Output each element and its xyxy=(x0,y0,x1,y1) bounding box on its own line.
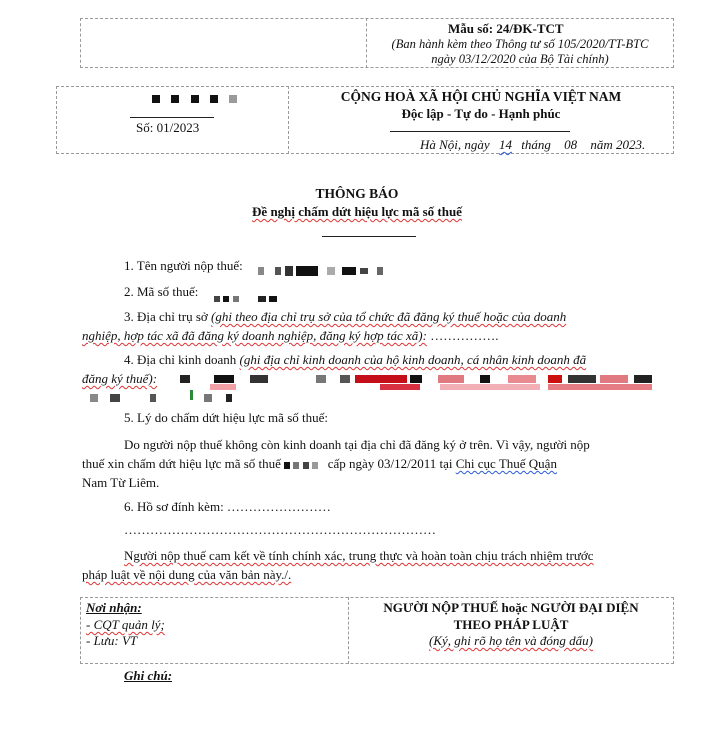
doc-number: Số: 01/2023 xyxy=(136,120,200,135)
org-underline xyxy=(130,117,214,118)
item-3-dots: ……………. xyxy=(430,328,499,343)
recipients-label: Nơi nhận: xyxy=(86,600,142,615)
form-issued-line1: (Ban hành kèm theo Thông tư số 105/2020/TT-BTC xyxy=(391,37,649,51)
org-name-redacted xyxy=(152,90,237,106)
reason-tax-code-redacted xyxy=(284,456,321,471)
item-4-label: 4. Địa chỉ kinh doanh xyxy=(124,352,237,367)
item-6-label: 6. Hồ sơ đính kèm: …………………… xyxy=(124,499,331,514)
reason-line-b3: Chi cục Thuế Quận xyxy=(455,456,557,471)
item-4-note-b: đăng ký thuế): xyxy=(82,371,158,386)
reason-line-b1: thuế xin chấm dứt hiệu lực mã số thuế xyxy=(82,456,281,471)
item-3-label: 3. Địa chỉ trụ sở xyxy=(124,309,208,324)
item-3-note-b: nghiệp, hợp tác xã đã đăng ký doanh nghiệp, đăng ký hợp tác xã): xyxy=(82,328,427,343)
republic-title: CỘNG HOÀ XÃ HỘI CHỦ NGHĨA VIỆT NAM xyxy=(340,89,622,104)
notes-label: Ghi chú: xyxy=(124,668,173,683)
reason-paragraph xyxy=(82,435,656,492)
signer-title-a: NGƯỜI NỘP THUẾ hoặc NGƯỜI ĐẠI DIỆN xyxy=(383,600,639,615)
form-code: Mẫu số: 24/ĐK-TCT xyxy=(448,21,564,36)
reason-line-c: Nam Từ Liêm. xyxy=(82,475,160,490)
motto: Độc lập - Tự do - Hạnh phúc xyxy=(401,106,561,121)
date-day: 14 xyxy=(498,137,512,152)
date-month: 08 xyxy=(564,137,578,152)
item-1-label: 1. Tên người nộp thuế: xyxy=(124,258,243,273)
doc-subtitle: Đề nghị chấm dứt hiệu lực mã số thuế xyxy=(252,204,462,219)
form-issued-line2: ngày 03/12/2020 của Bộ Tài chính) xyxy=(431,52,609,66)
commitment-paragraph xyxy=(82,546,656,584)
recipient-1: - CQT quản lý; xyxy=(86,617,165,632)
place-date xyxy=(420,137,645,153)
item-2-label: 2. Mã số thuế: xyxy=(124,284,199,299)
signer-title-b: THEO PHÁP LUẬT xyxy=(453,617,569,632)
signer-note: (Ký, ghi rõ họ tên và đóng dấu) xyxy=(429,633,593,648)
doc-title: THÔNG BÁO xyxy=(315,186,399,201)
item-4-note-a: (ghi địa chỉ kinh doanh của hộ kinh doanh, cá nhân kinh doanh đã xyxy=(239,352,587,367)
date-month-label: tháng xyxy=(521,137,551,152)
taxpayer-name-redacted xyxy=(258,262,383,278)
item-3-note-a: (ghi theo địa chỉ trụ sở của tổ chức đã đăng ký thuế hoặc của doanh xyxy=(211,309,567,324)
item-3 xyxy=(82,307,656,345)
reason-line-b2: cấp ngày 03/12/2011 tại xyxy=(327,456,453,471)
date-year: năm 2023. xyxy=(590,137,646,152)
commitment-line-a: Người nộp thuế cam kết về tính chính xác, trung thực và hoàn toàn chịu trách nhiệm trước xyxy=(124,548,594,563)
recipient-2: - Lưu: VT xyxy=(86,633,138,648)
tax-code-redacted xyxy=(214,290,277,306)
commitment-line-b: pháp luật về nội dung của văn bản này./. xyxy=(82,567,292,582)
motto-underline xyxy=(390,131,570,132)
item-5-label: 5. Lý do chấm dứt hiệu lực mã số thuế: xyxy=(124,410,328,425)
reason-line-a: Do người nộp thuế không còn kinh doanh tại địa chỉ đã đăng ký ở trên. Vì vậy, người nộp xyxy=(124,437,590,452)
title-underline xyxy=(322,236,416,237)
item-6-dots: ……………………………………………………………… xyxy=(124,522,436,537)
place-date-prefix: Hà Nội, ngày xyxy=(420,137,490,152)
